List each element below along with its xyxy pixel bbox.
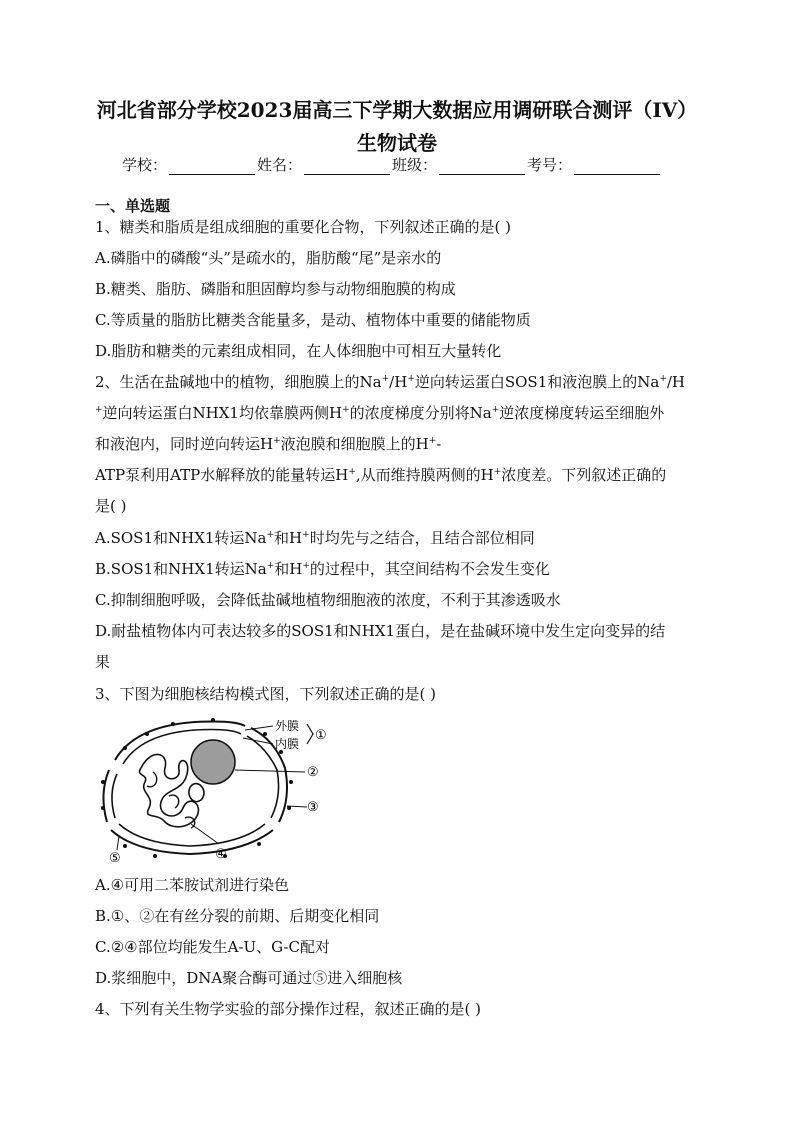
name-field[interactable]: [304, 158, 390, 175]
q2-stem-line1: 2、生活在盐碱地中的植物，细胞膜上的Na+/H+逆向转运蛋白SOS1和液泡膜上的Na+/H: [95, 373, 686, 391]
label-3: ③: [307, 800, 319, 815]
label-4: ④: [215, 847, 227, 862]
q1-option-b: B.糖类、脂肪、磷脂和胆固醇均参与动物细胞膜的构成: [95, 280, 456, 298]
brace: [307, 724, 313, 744]
chromatin-strands: [147, 772, 195, 828]
q3-option-c: C.②④部位均能发生A-U、G-C配对: [95, 938, 330, 956]
label-5: ⑤: [109, 851, 121, 864]
class-label: 班级：: [392, 156, 438, 174]
school-label: 学校：: [122, 156, 168, 174]
q3-option-d: D.浆细胞中，DNA聚合酶可通过⑤进入细胞核: [95, 969, 403, 987]
nucleolus: [191, 740, 235, 784]
q2-option-b: B.SOS1和NHX1转运Na+和H+的过程中，其空间结构不会发生变化: [95, 560, 550, 578]
q1-stem: 1、糖类和脂质是组成细胞的重要化合物，下列叙述正确的是( ): [95, 218, 512, 236]
q1-option-a: A.磷脂中的磷酸“头”是疏水的，脂肪酸“尾”是亲水的: [95, 249, 442, 267]
q3-stem: 3、下图为细胞核结构模式图，下列叙述正确的是( ): [95, 685, 437, 703]
exam-subtitle: 生物试卷: [357, 131, 437, 155]
exam-no-field[interactable]: [574, 158, 660, 175]
q2-option-d-line2: 果: [95, 653, 111, 671]
section-heading: 一、单选题: [95, 197, 171, 215]
leader-5: [117, 836, 119, 850]
class-field[interactable]: [439, 158, 525, 175]
q3-option-b: B.①、②在有丝分裂的前期、后期变化相同: [95, 907, 380, 925]
q2-option-c: C.抑制细胞呼吸，会降低盐碱地植物细胞液的浓度，不利于其渗透吸水: [95, 591, 561, 609]
label-2: ②: [307, 765, 319, 780]
q2-option-d-line1: D.耐盐植物体内可表达较多的SOS1和NHX1蛋白，是在盐碱环境中发生定向变异的结: [95, 622, 666, 640]
outer-membrane-left: [103, 770, 109, 822]
q2-stem-line3: 和液泡内，同时逆向转运H+液泡膜和细胞膜上的H+-: [95, 435, 442, 453]
q2-stem-line2: +逆向转运蛋白NHX1均依靠膜两侧H+的浓度梯度分别将Na+逆浓度梯度转运至细胞外: [95, 404, 665, 422]
school-field[interactable]: [169, 158, 255, 175]
name-label: 姓名：: [257, 156, 303, 174]
q1-option-c: C.等质量的脂肪比糖类含能量多，是动、植物体中重要的储能物质: [95, 311, 531, 329]
leader-2: [235, 770, 305, 772]
q2-stem-line5: 是( ): [95, 497, 127, 515]
q2-option-a: A.SOS1和NHX1转运Na+和H+时均先与之结合，且结合部位相同: [95, 529, 535, 547]
nucleus-diagram: [95, 712, 335, 864]
q1-option-d: D.脂肪和糖类的元素组成相同，在人体细胞中可相互大量转化: [95, 342, 502, 360]
label-inner-membrane: 内膜: [275, 737, 300, 751]
label-outer-membrane: 外膜: [275, 719, 300, 733]
student-info-row: [122, 154, 682, 175]
leader-outer: [245, 726, 273, 730]
q4-stem: 4、下列有关生物学实验的部分操作过程，叙述正确的是( ): [95, 1000, 482, 1018]
exam-title: 河北省部分学校2023届高三下学期大数据应用调研联合测评（IV）: [96, 98, 698, 122]
label-1: ①: [315, 728, 327, 743]
inner-membrane-left: [112, 774, 117, 818]
leader-4: [191, 824, 219, 844]
exam-no-label: 考号：: [527, 156, 573, 174]
q2-stem-line4: ATP泵利用ATP水解释放的能量转运H+,从而维持膜两侧的H+浓度差。下列叙述正确的: [95, 466, 667, 484]
q3-option-a: A.④可用二苯胺试剂进行染色: [95, 876, 290, 894]
